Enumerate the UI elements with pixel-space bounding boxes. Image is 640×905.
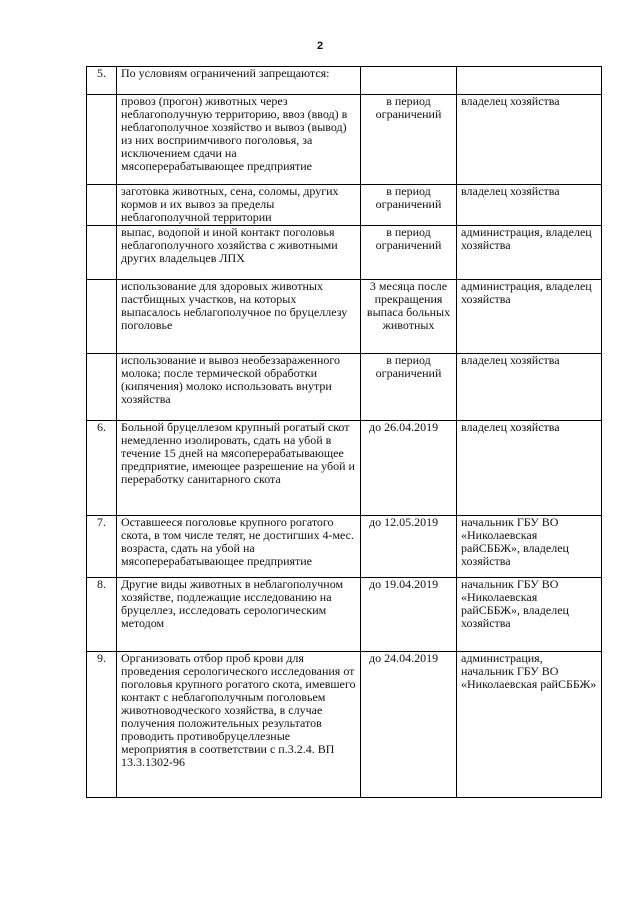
responsible-cell: начальник ГБУ ВО «Николаевская райСББЖ», владелец хозяйства — [457, 578, 602, 652]
responsible-cell: владелец хозяйства — [457, 354, 602, 421]
measure-text: Больной бруцеллезом крупный рогатый скот немедленно изолировать, сдать на убой в течение 15 дней на мясоперерабатывающее предприятие, имеющее разрешение на убой и переработку санитарного скота — [117, 421, 361, 516]
row-number — [87, 280, 117, 354]
measure-text: Другие виды животных в неблагополучном хозяйстве, подлежащие исследованию на бруцеллез, исследовать серологическим методом — [117, 578, 361, 652]
responsible-cell: начальник ГБУ ВО «Николаевская райСББЖ», владелец хозяйства — [457, 516, 602, 578]
measure-text: заготовка животных, сена, соломы, других кормов и их вывоз за пределы неблагополучной территории — [117, 185, 361, 226]
row-number: 9. — [87, 652, 117, 798]
table-row-5b — [87, 185, 602, 226]
row-number: 5. — [87, 67, 117, 95]
table-row-5 — [87, 67, 602, 95]
table-row-5a — [87, 95, 602, 185]
responsible-cell: владелец хозяйства — [457, 421, 602, 516]
measure-text: По условиям ограничений запрещаются: — [117, 67, 361, 95]
term-cell: в период ограничений — [361, 95, 457, 185]
term-cell: до 19.04.2019 — [361, 578, 457, 652]
term-cell: 3 месяца после прекращения выпаса больных животных — [361, 280, 457, 354]
row-number — [87, 185, 117, 226]
term-cell: в период ограничений — [361, 185, 457, 226]
row-number: 7. — [87, 516, 117, 578]
term-cell — [361, 67, 457, 95]
measure-text: Оставшееся поголовье крупного рогатого скота, в том числе телят, не достигших 4-мес. возраста, сдать на убой на мясоперерабатывающее предприятие — [117, 516, 361, 578]
table-row-7 — [87, 516, 602, 578]
row-number — [87, 226, 117, 280]
page-number: 2 — [316, 40, 324, 52]
table-row-9 — [87, 652, 602, 798]
responsible-cell: владелец хозяйства — [457, 95, 602, 185]
responsible-cell — [457, 67, 602, 95]
table-row-6 — [87, 421, 602, 516]
table-row-5d — [87, 280, 602, 354]
measures-table — [86, 66, 602, 798]
responsible-cell: владелец хозяйства — [457, 185, 602, 226]
measure-text: выпас, водопой и иной контакт поголовья неблагополучного хозяйства с животными других владельцев ЛПХ — [117, 226, 361, 280]
row-number — [87, 95, 117, 185]
row-number: 6. — [87, 421, 117, 516]
term-cell: до 24.04.2019 — [361, 652, 457, 798]
measure-text: Организовать отбор проб крови для проведения серологического исследования от поголовья крупного рогатого скота, имевшего контакт с неблагополучным поголовьем животноводческого хозяйства, в случае получения положительных результатов проводить противобруцеллезные мероприятия в соответствии с п.3.2.4. ВП 13.3.1302-96 — [117, 652, 361, 798]
responsible-cell: администрация, владелец хозяйства — [457, 280, 602, 354]
responsible-cell: администрация, начальник ГБУ ВО «Николаевская райСББЖ» — [457, 652, 602, 798]
term-cell: до 12.05.2019 — [361, 516, 457, 578]
row-number — [87, 354, 117, 421]
table-row-8 — [87, 578, 602, 652]
term-cell: до 26.04.2019 — [361, 421, 457, 516]
row-number: 8. — [87, 578, 117, 652]
measure-text: использование для здоровых животных пастбищных участков, на которых выпасалось неблагополучное по бруцеллезу поголовье — [117, 280, 361, 354]
term-cell: в период ограничений — [361, 354, 457, 421]
measure-text: использование и вывоз необеззараженного молока; после термической обработки (кипячения) молоко использовать внутри хозяйства — [117, 354, 361, 421]
table-row-5c — [87, 226, 602, 280]
table-row-5e — [87, 354, 602, 421]
responsible-cell: администрация, владелец хозяйства — [457, 226, 602, 280]
term-cell: в период ограничений — [361, 226, 457, 280]
measure-text: провоз (прогон) животных через неблагополучную территорию, ввоз (ввод) в неблагополучное хозяйство и вывоз (вывод) из них восприимчивого поголовья, за исключением сдачи на мясоперерабатывающее предприятие — [117, 95, 361, 185]
